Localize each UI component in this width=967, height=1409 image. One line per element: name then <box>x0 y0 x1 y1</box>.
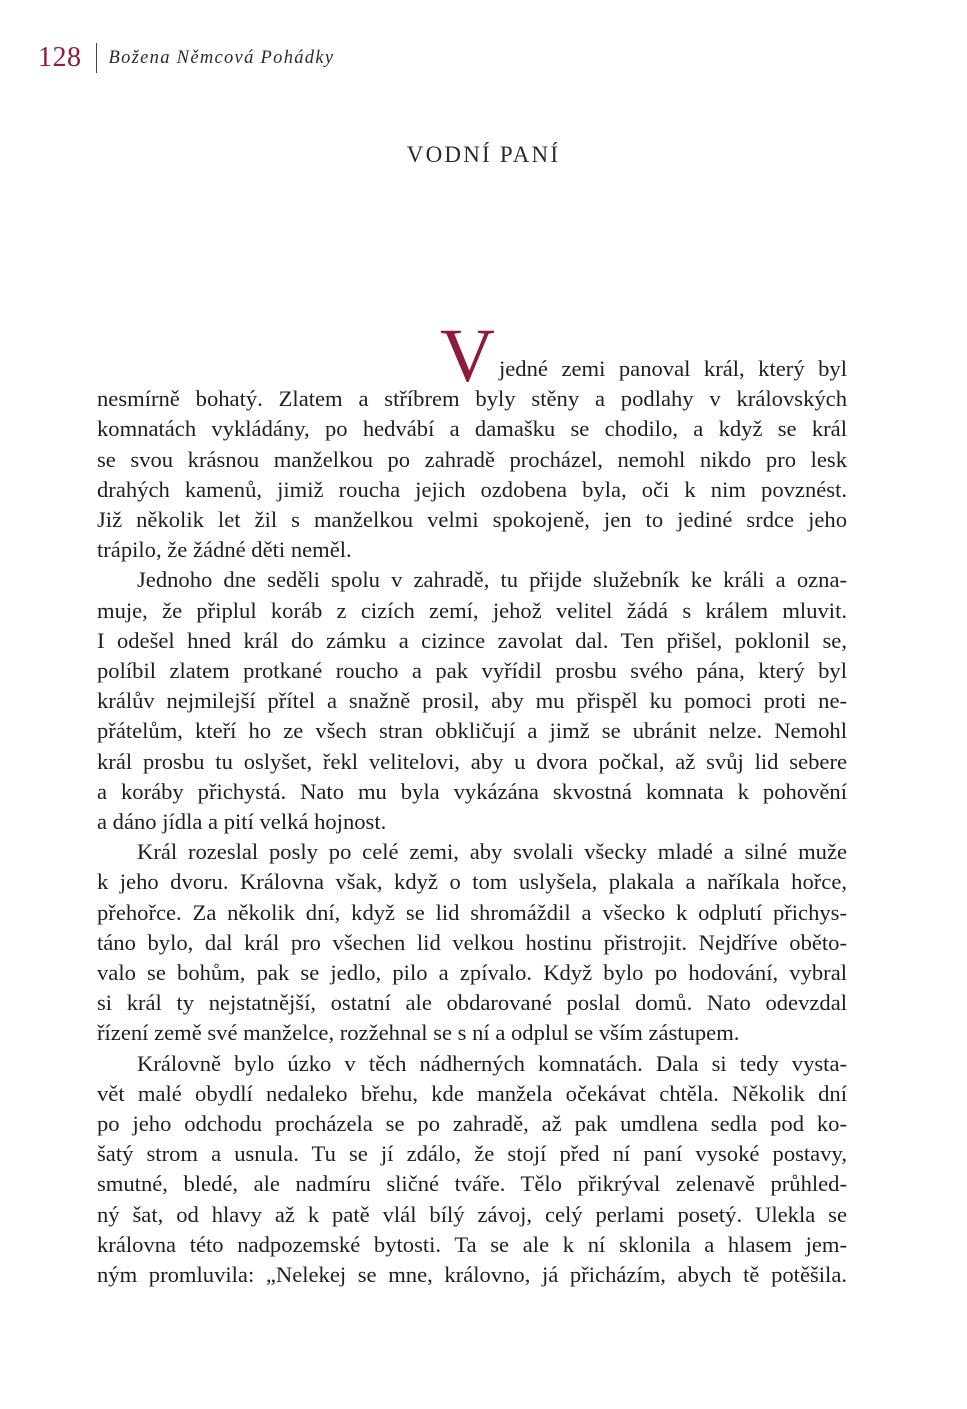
text-line: komnatách vykládány, po hedvábí a damašku se chodilo, a když se král <box>97 416 847 442</box>
text-lines <box>97 354 847 1290</box>
text-line: k jeho dvoru. Královna však, když o tom uslyšela, plakala a naříkala hořce, <box>97 869 847 895</box>
text-line: Již několik let žil s manželkou velmi spokojeně, jen to jediné srdce jeho <box>97 507 847 533</box>
body-text <box>97 314 847 1290</box>
text-line: a dáno jídla a pití velká hojnost. <box>97 809 387 835</box>
text-line: řízení země své manželce, rozžehnal se s ní a odplul se vším zástupem. <box>97 1020 740 1046</box>
text-line: král prosbu tu oslyšet, řekl velitelovi, aby u dvora počkal, až svůj lid sebere <box>97 748 847 774</box>
text-line: táno bylo, dal král pro všechen lid velkou hostinu přistrojit. Nejdříve oběto- <box>97 929 847 955</box>
text-line: se svou krásnou manželkou po zahradě procházel, nemohl nikdo pro lesk <box>97 446 847 472</box>
text-line: přátelům, kteří ho ze všech stran obkličují a jimž se ubránit nelze. Nemohl <box>97 718 847 744</box>
text-line: Královně bylo úzko v těch nádherných komnatách. Dala si tedy vysta- <box>137 1050 847 1076</box>
text-line-first: jedné zemi panoval král, který byl <box>499 356 847 381</box>
text-line: královna této nadpozemské bytosti. Ta se ale k ní sklonila a hlasem jem- <box>97 1231 847 1257</box>
text-line: ným promluvila: „Nelekej se mne, královno, já přicházím, abych tě potěšila. <box>97 1262 847 1288</box>
header-divider <box>96 43 97 73</box>
text-line: I odešel hned král do zámku a cizince zavolat dal. Ten přišel, poklonil se, <box>97 627 847 653</box>
text-line: šatý strom a usnula. Tu se jí zdálo, že stojí před ní paní vysoké postavy, <box>97 1141 847 1167</box>
text-line: nesmírně bohatý. Zlatem a stříbrem byly stěny a podlahy v královských <box>97 386 847 412</box>
text-line: smutné, bledé, ale nadmíru sličné tváře. Tělo přikrýval zelenavě průhled- <box>97 1171 847 1197</box>
text-line: valo se bohům, pak se jedlo, pilo a zpívalo. Když bylo po hodování, vybral <box>97 960 847 986</box>
text-line: drahých kamenů, jimiž roucha jejich ozdobena byla, oči k nim povznést. <box>97 476 847 502</box>
text-line: políbil zlatem protkané roucho a pak vyřídil prosbu svého pána, který byl <box>97 658 847 684</box>
text-line: Král rozeslal posly po celé zemi, aby svolali všecky mladé a silné muže <box>137 839 847 865</box>
text-line: přehořce. Za několik dní, když se lid shromáždil a všecko k odplutí přichys- <box>97 899 847 925</box>
text-line: trápilo, že žádné děti neměl. <box>97 537 352 563</box>
running-head <box>38 40 334 76</box>
text-line: si král ty nejstatnější, ostatní ale obdarované poslal domů. Nato odevzdal <box>97 990 847 1016</box>
chapter-title: VODNÍ PANÍ <box>406 142 561 167</box>
page-number: 128 <box>38 42 82 73</box>
text-line: vět malé obydlí nedaleko břehu, kde manžela očekávat chtěla. Několik dní <box>97 1080 847 1106</box>
text-line: po jeho odchodu procházela se po zahradě, až pak umdlena sedla pod ko- <box>97 1111 847 1137</box>
text-line: muje, že připlul koráb z cizích zemí, jehož velitel žádá s králem mluvit. <box>97 597 847 623</box>
drop-cap: V <box>440 314 495 398</box>
text-line: králův nejmilejší přítel a snažně prosil, aby mu přispěl ku pomoci proti ne- <box>97 688 847 714</box>
text-line: Jednoho dne seděli spolu v zahradě, tu přijde služebník ke králi a ozna- <box>137 567 847 593</box>
text-line: ný šat, od hlavy až k patě vlál bílý závoj, celý perlami posetý. Ulekla se <box>97 1201 847 1227</box>
text-line: a koráby přichystá. Nato mu byla vykázána skvostná komnata k pohovění <box>97 778 847 804</box>
running-head-title: Božena Němcová Pohádky <box>108 47 335 68</box>
